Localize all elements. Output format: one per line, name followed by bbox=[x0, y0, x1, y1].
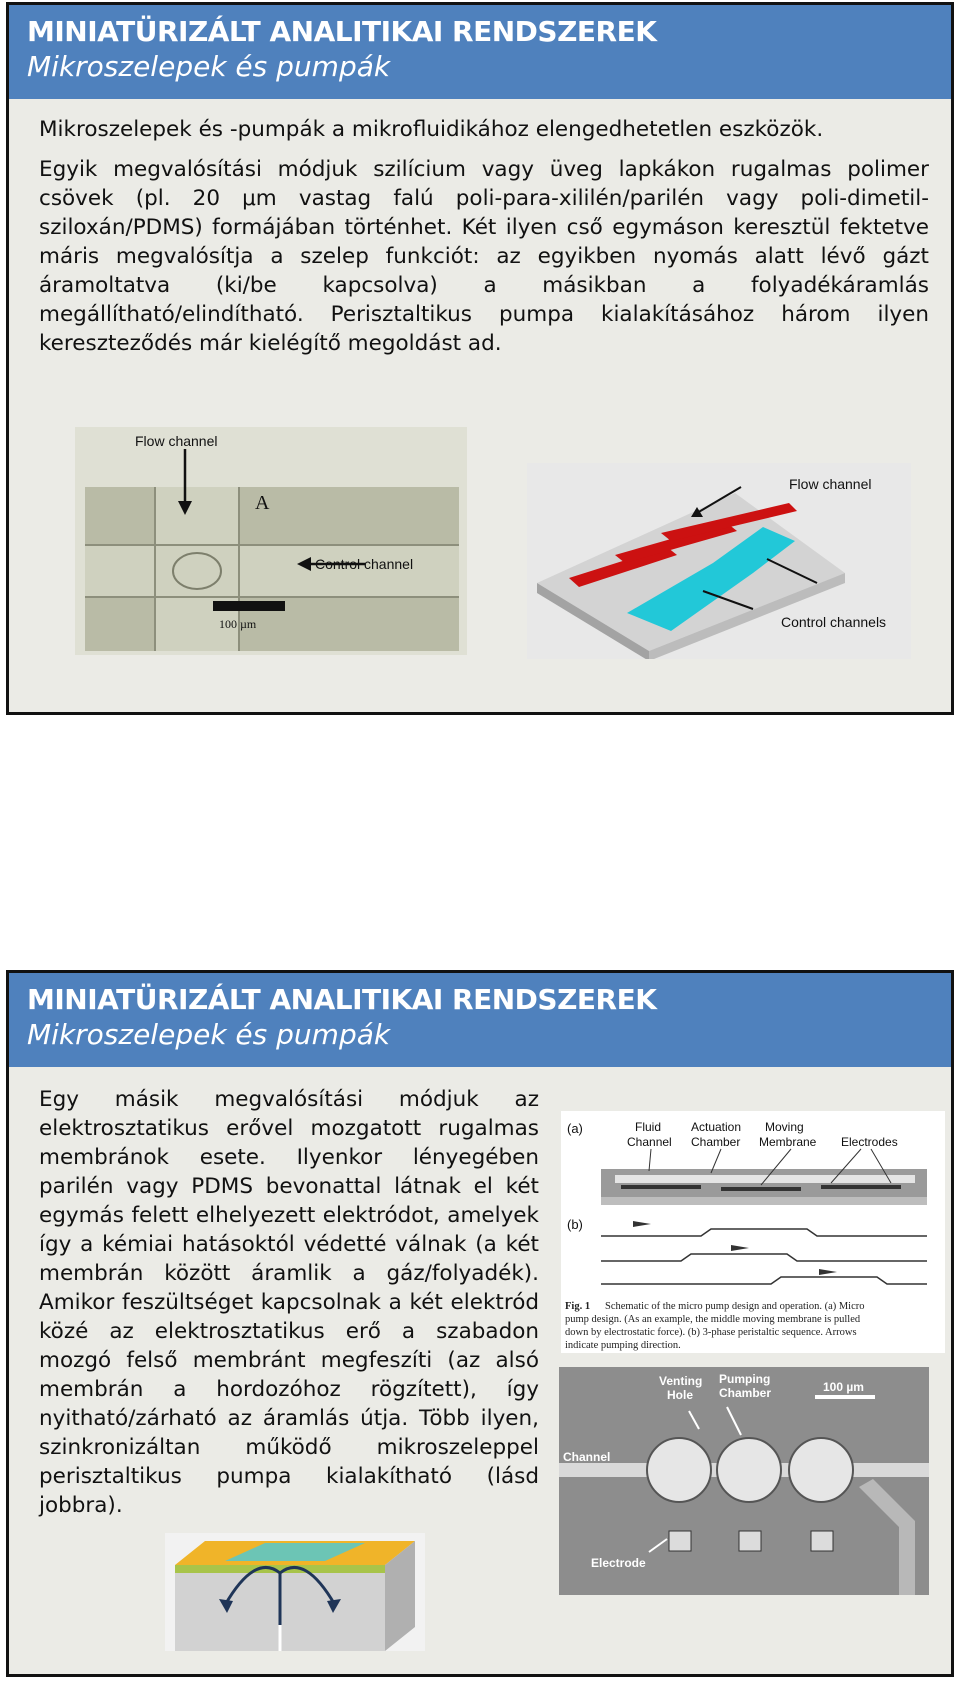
pump-schematic-svg bbox=[561, 1111, 945, 1353]
flow-channel-label: Flow channel bbox=[135, 433, 218, 449]
slide-2-header bbox=[9, 973, 951, 1067]
control-channels-label: Control channels bbox=[781, 614, 887, 630]
actuation-label: Actuation bbox=[691, 1120, 742, 1134]
micro-scale-label: 100 µm bbox=[823, 1380, 864, 1394]
panel-a-label: (a) bbox=[567, 1121, 583, 1136]
valve-micrograph bbox=[75, 427, 467, 655]
valve-3d-schematic bbox=[527, 463, 911, 659]
pump-micrograph-svg bbox=[559, 1367, 929, 1595]
pumping-label: Pumping bbox=[719, 1372, 771, 1386]
membrane-illustration bbox=[165, 1533, 425, 1651]
caption-fig-label: Fig. 1 bbox=[565, 1301, 591, 1312]
valve-3d-svg bbox=[527, 463, 911, 659]
moving-label: Moving bbox=[765, 1120, 804, 1134]
caption-line-1: Schematic of the micro pump design and operation. (a) Micro bbox=[605, 1301, 865, 1312]
valve-micrograph-svg bbox=[75, 427, 467, 655]
slide-2-body: Egy másik megvalósítási módjuk az elektrosztatikus erővel mozgatott rugalmas membránok esete. Ilyenkor lényegében parilén vagy PDMS bevonattal látnak el két egymás felett elhelyezett elektródot, amelyek így a kémiai hatásoktól védetté válnak (a két membrán között áramlik a gáz/folyadék). Amikor feszültséget kapcsolnak a két elektród közé az elektrosztatikus erő a szabadon mozgó felső membránt megfeszíti (az alsó membrán a hordozóhoz rögzített), így nyitható/zárható az áramlás útja. Több ilyen, szinkronizáltan működő mikroszeleppel perisztaltikus pumpa kialakítható (lásd jobbra). bbox=[39, 1087, 539, 1518]
electrodes-label: Electrodes bbox=[841, 1135, 898, 1149]
micro-channel-label: Channel bbox=[563, 1450, 611, 1464]
slide-2-subtitle: Mikroszelepek és pumpák bbox=[27, 1018, 391, 1051]
panel-b-label: (b) bbox=[567, 1217, 583, 1232]
pumping-chamber-label: Chamber bbox=[719, 1386, 772, 1400]
caption-line-4: indicate pumping direction. bbox=[565, 1340, 681, 1351]
membrane-illustration-svg bbox=[165, 1533, 425, 1651]
slide-1-title: MINIATÜRIZÁLT ANALITIKAI RENDSZEREK bbox=[27, 15, 657, 48]
slide-1-subtitle: Mikroszelepek és pumpák bbox=[27, 50, 391, 83]
channel-label: Channel bbox=[627, 1135, 672, 1149]
membrane-label: Membrane bbox=[759, 1135, 817, 1149]
slide-1-body: Egyik megvalósítási módjuk szilícium vagy üveg lapkákon rugalmas polimer csövek (pl. 20 μm vastag falú poli-para-xililén/parilén vagy poli-dimetil-sziloxán/PDMS) formájában történhet. Két ilyen cső egymáson keresztül fektetve máris megvalósítja a szelep funkciót: az egyikben nyomás alatt lévő gázt áramoltatva (ki/be kapcsolva) a másikban a folyadékáramlás megállítható/elindítható. Perisztaltikus pumpa kialakításához három ilyen kereszteződés már kielégítő megoldást ad. bbox=[39, 157, 929, 356]
slide-1 bbox=[6, 2, 954, 715]
pump-schematic bbox=[561, 1111, 945, 1353]
electrode-label: Electrode bbox=[591, 1556, 646, 1570]
fluid-label: Fluid bbox=[635, 1120, 662, 1134]
venting-label: Venting bbox=[659, 1374, 703, 1388]
slide-1-intro: Mikroszelepek és -pumpák a mikrofluidikához elengedhetetlen eszközök. bbox=[39, 117, 824, 142]
slide-1-header bbox=[9, 5, 951, 99]
scale-bar-label: 100 µm bbox=[219, 617, 257, 631]
flow-channel-label-3d: Flow channel bbox=[789, 476, 872, 492]
figure-letter: A bbox=[255, 492, 270, 514]
caption-line-2: pump design. (As an example, the middle moving membrane is pulled bbox=[565, 1314, 861, 1325]
control-channel-label: Control channel bbox=[315, 556, 414, 572]
slide-2-title: MINIATÜRIZÁLT ANALITIKAI RENDSZEREK bbox=[27, 983, 657, 1016]
chamber-label: Chamber bbox=[691, 1135, 741, 1149]
slide-2 bbox=[6, 970, 954, 1677]
caption-line-3: down by electrostatic force). (b) 3-phase peristaltic sequence. Arrows bbox=[565, 1327, 857, 1338]
pump-micrograph bbox=[559, 1367, 929, 1595]
hole-label: Hole bbox=[667, 1388, 694, 1402]
